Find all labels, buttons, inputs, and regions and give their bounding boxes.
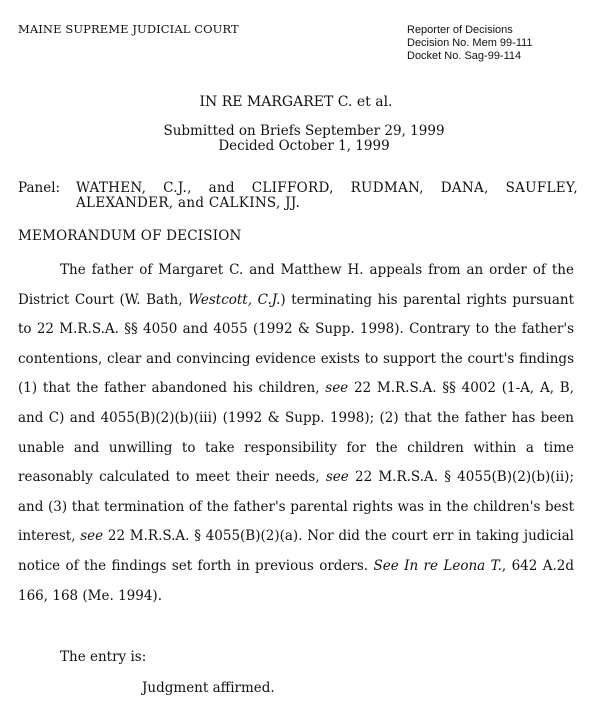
reporter-block [407, 24, 533, 63]
court-name: MAINE SUPREME JUDICIAL COURT [18, 22, 239, 36]
panel-judges: WATHEN, C.J., and CLIFFORD, RUDMAN, DANA, SAUFLEY, ALEXANDER, and CALKINS, JJ. [76, 180, 578, 211]
submitted-date: Submitted on Briefs September 29, 1999 [163, 123, 445, 139]
see-signal-3: see [80, 528, 104, 545]
case-citation: See In re Leona T. [373, 557, 502, 574]
body-text-4: 22 M.R.S.A. § 4055(B)(2)(b)(ii); and (3) that termination of the father's parental rights was in the children's best interest, [18, 469, 575, 545]
body-text-2: ) terminating his parental rights pursuant to 22 M.R.S.A. §§ 4050 and 4055 (1992 & Supp. 1998). Contrary to the father's contentions, clear and convincing evidence exists to support the court's findings (1) that the father abandoned his children, [18, 291, 574, 397]
judge-name: Westcott, C.J. [188, 291, 281, 308]
body-text-3: 22 M.R.S.A. §§ 4002 (1-A, A, B, and C) and 4055(B)(2)(b)(iii) (1992 & Supp. 1998); (2) that the father has been unable and unwilling to take responsibility for the children within a time reasonably calculated to meet their needs, [18, 380, 574, 486]
body-text-6: , 642 A.2d 166, 168 (Me. 1994). [18, 557, 574, 604]
decided-date: Decided October 1, 1999 [218, 138, 390, 154]
panel-label: Panel: [18, 180, 61, 196]
memorandum-heading: MEMORANDUM OF DECISION [18, 228, 242, 244]
case-dates [0, 124, 592, 154]
see-signal-1: see [325, 380, 349, 397]
decision-number: Decision No. Mem 99-111 [407, 37, 533, 49]
see-signal-2: see [325, 469, 349, 486]
docket-number: Docket No. Sag-99-114 [407, 50, 522, 62]
body-text-1: The father of Margaret C. and Matthew H. appeals from an order of the District Court (W. Bath, [18, 262, 574, 308]
judgment-line: Judgment affirmed. [142, 680, 275, 696]
decision-body [18, 256, 574, 611]
reporter-label: Reporter of Decisions [407, 24, 513, 36]
body-text-5: 22 M.R.S.A. § 4055(B)(2)(a). Nor did the court err in taking judicial notice of the findings set forth in previous orders. [18, 528, 574, 574]
panel-block [18, 181, 578, 211]
case-caption: IN RE MARGARET C. et al. [199, 94, 393, 110]
entry-line: The entry is: [60, 649, 147, 665]
